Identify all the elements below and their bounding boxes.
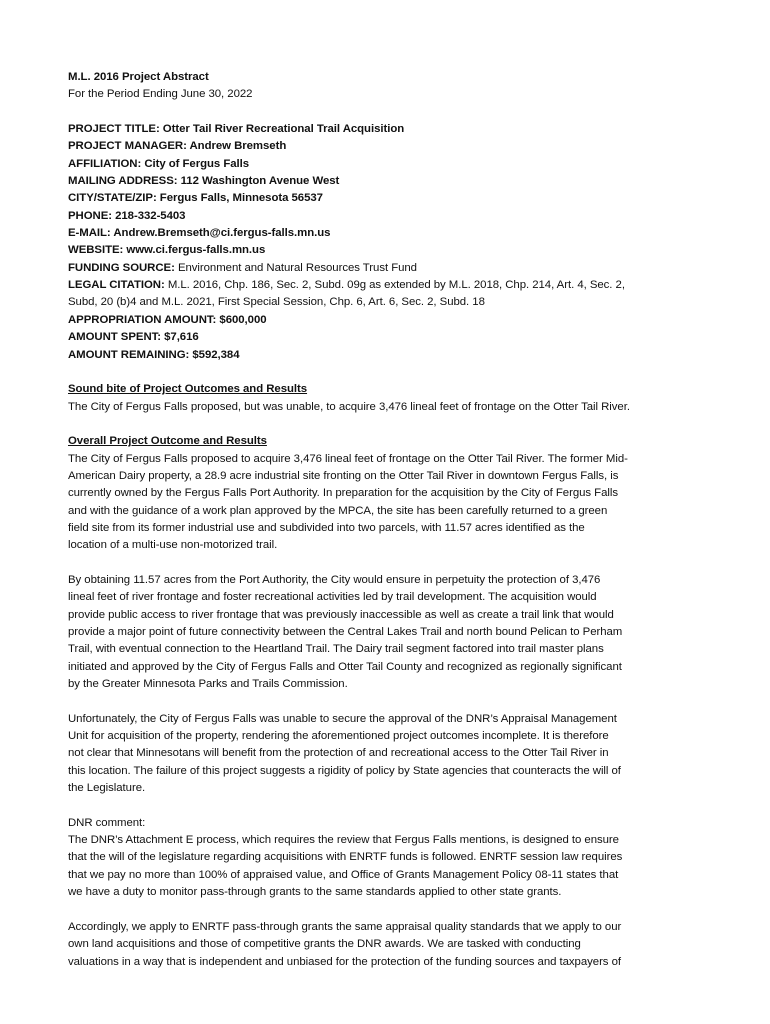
legal-citation-label: LEGAL CITATION:: [68, 279, 165, 292]
spacer: [68, 693, 708, 710]
dnr-paragraph-1: [68, 832, 708, 901]
text-line: that the will of the legislature regarding acquisitions with ENRTF funds is followed. ENRTF session law requires: [68, 851, 623, 864]
sound-bite-text: The City of Fergus Falls proposed, but was unable, to acquire 3,476 lineal feet of frontage on the Otter Tail River.: [68, 400, 630, 413]
text-line: field site from its former industrial use and subdivided into two parcels, with 11.57 acres identified as the: [68, 521, 585, 534]
phone: PHONE: 218-332-5403: [68, 209, 186, 222]
spacer: [68, 104, 708, 121]
spacer: [68, 555, 708, 572]
text-line: Accordingly, we apply to ENRTF pass-through grants the same appraisal quality standards that we apply to our: [68, 920, 622, 933]
text-line: the Legislature.: [68, 782, 146, 795]
text-line: by the Greater Minnesota Parks and Trails Commission.: [68, 678, 348, 691]
amount-spent: AMOUNT SPENT: $7,616: [68, 331, 199, 344]
appropriation-amount: APPROPRIATION AMOUNT: $600,000: [68, 313, 267, 326]
text-line: not clear that Minnesotans will benefit from the protection of and recreational access to the Otter Tail River in: [68, 747, 609, 760]
document-page: [68, 69, 708, 971]
text-line: and with the guidance of a work plan approved by the MPCA, the site has been carefully returned to a green: [68, 504, 608, 517]
mailing-address: MAILING ADDRESS: 112 Washington Avenue West: [68, 175, 340, 188]
text-line: The DNR’s Attachment E process, which requires the review that Fergus Falls mentions, is designed to ensure: [68, 834, 619, 847]
text-line: own land acquisitions and those of competitive grants the DNR awards. We are tasked with conducting: [68, 938, 581, 951]
text-line: provide a major point of future connectivity between the Central Lakes Trail and north bound Pelican to Perham: [68, 626, 623, 638]
reporting-period: For the Period Ending June 30, 2022: [68, 88, 253, 101]
text-line: Unit for acquisition of the property, rendering the aforementioned project outcomes incomplete. It is therefore: [68, 730, 609, 743]
funding-source-label: FUNDING SOURCE:: [68, 261, 175, 274]
text-line: location of a multi-use non-motorized trail.: [68, 539, 278, 552]
sound-bite-heading: Sound bite of Project Outcomes and Results: [68, 383, 308, 396]
legal-citation-line1: M.L. 2016, Chp. 186, Sec. 2, Subd. 09g as extended by M.L. 2018, Chp. 214, Art. 4, Sec. 2,: [164, 279, 625, 292]
email: E-MAIL: Andrew.Bremseth@ci.fergus-falls.mn.us: [68, 227, 331, 240]
overall-paragraph-1: [68, 451, 708, 555]
spacer: [68, 364, 708, 381]
text-line: provide public access to river frontage that was previously inaccessible as well as create a trail link that would: [68, 608, 614, 621]
text-line: that we pay no more than 100% of appraised value, and Office of Grants Management Policy 08-11 states that: [68, 868, 619, 881]
project-manager: PROJECT MANAGER: Andrew Bremseth: [68, 140, 287, 153]
city-state-zip: CITY/STATE/ZIP: Fergus Falls, Minnesota 56537: [68, 192, 323, 205]
overall-paragraph-2: [68, 572, 708, 693]
legal-citation-line2: Subd, 20 (b)4 and M.L. 2021, First Special Session, Chp. 6, Art. 6, Sec. 2, Subd. 18: [68, 296, 485, 309]
dnr-paragraph-2: [68, 919, 708, 971]
text-line: Trail, with eventual connection to the Heartland Trail. The Dairy trail segment factored into trail master plans: [68, 643, 604, 656]
affiliation: AFFILIATION: City of Fergus Falls: [68, 157, 250, 170]
text-line: Unfortunately, the City of Fergus Falls was unable to secure the approval of the DNR’s Appraisal Management: [68, 712, 617, 725]
spacer: [68, 416, 708, 433]
text-line: we have a duty to monitor pass-through grants to the same standards applied to other state grants.: [68, 886, 562, 899]
text-line: lineal feet of river frontage and foster recreational activities led by trail development. The acquisition would: [68, 591, 597, 604]
dnr-comment-label: DNR comment:: [68, 816, 146, 829]
text-line: valuations in a way that is independent and unbiased for the protection of the funding sources and taxpayers of: [68, 955, 621, 968]
funding-source-value: Environment and Natural Resources Trust Fund: [174, 261, 417, 274]
overall-heading: Overall Project Outcome and Results: [68, 435, 267, 448]
funding-source: [68, 260, 708, 277]
text-line: American Dairy property, a 28.9 acre industrial site fronting on the Otter Tail River in downtown Fergus Falls, is: [68, 469, 619, 482]
text-line: currently owned by the Fergus Falls Port Authority. In preparation for the acquisition by the City of Fergus Falls: [68, 487, 618, 500]
project-title: PROJECT TITLE: Otter Tail River Recreational Trail Acquisition: [68, 123, 405, 136]
spacer: [68, 797, 708, 814]
overall-paragraph-3: [68, 711, 708, 798]
text-line: The City of Fergus Falls proposed to acquire 3,476 lineal feet of frontage on the Otter Tail River. The former Mid-: [68, 452, 628, 465]
text-line: By obtaining 11.57 acres from the Port Authority, the City would ensure in perpetuity the protection of 3,476: [68, 573, 601, 586]
amount-remaining: AMOUNT REMAINING: $592,384: [68, 348, 240, 361]
spacer: [68, 902, 708, 919]
legal-citation: [68, 277, 708, 294]
abstract-title: M.L. 2016 Project Abstract: [68, 71, 209, 83]
text-line: initiated and approved by the City of Fergus Falls and Otter Tail County and recognized as regionally significant: [68, 660, 622, 673]
website: WEBSITE: www.ci.fergus-falls.mn.us: [68, 244, 266, 257]
text-line: this location. The failure of this project suggests a rigidity of policy by State agencies that counteracts the will of: [68, 764, 621, 777]
